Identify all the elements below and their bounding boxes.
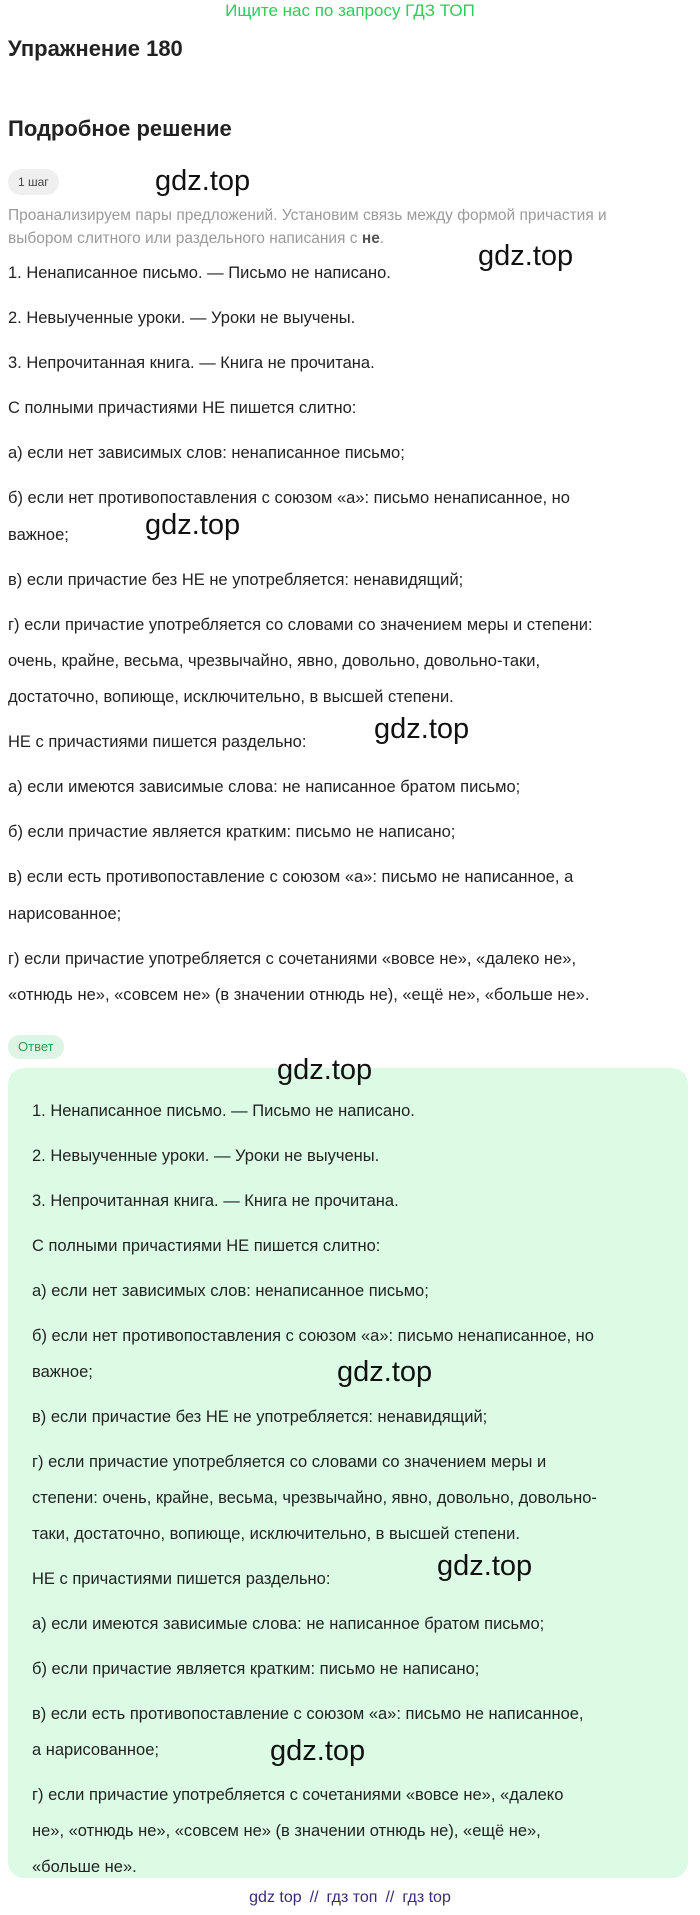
step-intro-text: Проанализируем пары предложений. Установим связь между формой причастия и выбором слитного или раздельного написания с [8,207,607,247]
solution-line: нарисованное; [8,905,122,923]
watermark: gdz.top [374,713,470,745]
page-title: Упражнение 180 [8,36,183,61]
solution-line: 3. Непрочитанная книга. — Книга не прочитана. [8,354,375,372]
watermark: gdz.top [145,509,241,541]
watermark: gdz.top [478,240,574,272]
solution-line: в) если причастие без НЕ не употребляется: ненавидящий; [8,571,464,589]
answer-line: 2. Невыученные уроки. — Уроки не выучены. [32,1147,380,1165]
solution-line: г) если причастие употребляется с сочетаниями «вовсе не», «далеко не», [8,950,577,968]
answer-badge: Ответ [8,1035,64,1059]
answer-line: 3. Непрочитанная книга. — Книга не прочитана. [32,1192,399,1210]
solution-line: 1. Ненаписанное письмо. — Письмо не написано. [8,264,391,282]
solution-line: «отнюдь не», «совсем не» (в значении отнюдь не), «ещё не», «больше не». [8,986,590,1004]
section-title: Подробное решение [8,116,232,141]
solution-line: НЕ с причастиями пишется раздельно: [8,733,307,751]
answer-line: б) если причастие является кратким: письмо не написано; [32,1660,480,1678]
answer-line: г) если причастие употребляется с сочетаниями «вовсе не», «далеко [32,1786,564,1804]
answer-line: степени: очень, крайне, весьма, чрезвычайно, явно, довольно, довольно- [32,1489,597,1507]
watermark: gdz.top [277,1054,373,1086]
solution-line: важное; [8,526,69,544]
answer-line: г) если причастие употребляется со словами со значением меры и [32,1453,547,1471]
solution-line: достаточно, вопиюще, исключительно, в высшей степени. [8,688,454,706]
answer-line: С полными причастиями НЕ пишется слитно: [32,1237,381,1255]
answer-line: 1. Ненаписанное письмо. — Письмо не написано. [32,1102,415,1120]
step-badge: 1 шаг [8,169,59,195]
footer-link-gdz-top[interactable]: gdz top [249,1889,302,1906]
watermark: gdz.top [437,1550,533,1582]
watermark: gdz.top [155,165,251,197]
watermark: gdz.top [270,1735,366,1767]
footer-links [0,1889,700,1907]
answer-line: не», «отнюдь не», «совсем не» (в значении отнюдь не), «ещё не», [32,1822,541,1840]
answer-line: а) если имеются зависимые слова: не написанное братом письмо; [32,1615,545,1633]
solution-line: 2. Невыученные уроки. — Уроки не выучены. [8,309,356,327]
solution-line: очень, крайне, весьма, чрезвычайно, явно, довольно, довольно-таки, [8,652,541,670]
answer-line: важное; [32,1363,93,1381]
solution-line: в) если есть противопоставление с союзом «а»: письмо не написанное, а [8,868,574,886]
answer-line: «больше не». [32,1858,137,1876]
answer-line: а) если нет зависимых слов: ненаписанное письмо; [32,1282,429,1300]
footer-separator: // [309,1889,319,1906]
answer-line: б) если нет противопоставления с союзом «а»: письмо ненаписанное, но [32,1327,594,1345]
footer-separator: // [385,1889,395,1906]
answer-line: таки, достаточно, вопиюще, исключительно, в высшей степени. [32,1525,520,1543]
solution-line: С полными причастиями НЕ пишется слитно: [8,399,357,417]
step-intro-end: . [379,230,385,247]
top-banner: Ищите нас по запросу ГДЗ ТОП [225,1,475,20]
solution-line: б) если причастие является кратким: письмо не написано; [8,823,456,841]
solution-line: б) если нет противопоставления с союзом «а»: письмо ненаписанное, но [8,489,570,507]
answer-line: в) если причастие без НЕ не употребляется: ненавидящий; [32,1408,488,1426]
solution-line: а) если имеются зависимые слова: не написанное братом письмо; [8,778,521,796]
answer-line: НЕ с причастиями пишется раздельно: [32,1570,331,1588]
answer-line: в) если есть противопоставление с союзом «а»: письмо не написанное, [32,1705,584,1723]
solution-line: а) если нет зависимых слов: ненаписанное письмо; [8,444,405,462]
footer-link-gdz-top-mixed[interactable]: гдз top [402,1889,451,1906]
watermark: gdz.top [337,1356,433,1388]
answer-line: а нарисованное; [32,1741,159,1759]
footer-link-gdz-top-ru[interactable]: гдз топ [326,1889,378,1906]
step-intro-bold: не [361,230,380,247]
solution-line: г) если причастие употребляется со словами со значением меры и степени: [8,616,593,634]
